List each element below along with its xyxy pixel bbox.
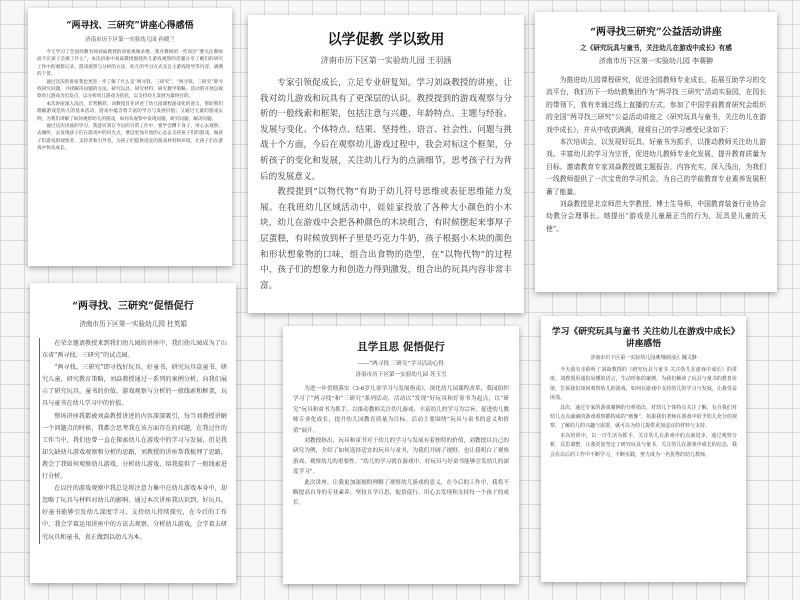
document-author: 济南市历下区第一实验幼儿园 李赛翀 <box>598 57 714 65</box>
document-body <box>260 76 512 294</box>
paragraph: 教授提到“以物代物”有助于幼儿符号思维或表征思维能力发展。在我班幼儿区域活动中，娃娃家投放了各种大小颜色的小木块，幼儿在游戏中会把各种颜色的木块组合，有时候摆起来事厚子层蛋糕，有时候放到杯子里是巧克力牛奶，孩子根据小木块的颜色和形状想象物的口味，组合出食物的造型，在“以物代物”的过程中，孩子们的想象力和创造力得到激发，组合出的玩具内容非常丰富。 <box>260 187 512 291</box>
document-author: 济南市历下区第一实验幼儿园 杜英娟 <box>79 320 187 328</box>
document-body <box>37 49 223 153</box>
document-card-6 <box>541 316 746 582</box>
paragraph: 本次培训中，以一日生活为抓手，关注幼儿在游戏中的点滴进步，通过观察分析，反思调整，让我更加坚定了研究玩具与童书，关注幼儿在游戏中成长的信念，我会在以后的工作中不断学习，不断实践，努力成为一名优秀的幼儿教师。 <box>550 432 737 458</box>
document-title: “两寻找、三研究”讲座心得感悟 <box>66 21 194 31</box>
paragraph: 今天学习了全国幼教名师刘焱教授的讲座视频录像，我对教研的一些误区“要关注教师而不应孩子会做了什么”，本次讲座中刘焱教授围绕幼儿游戏观察的话题分享了她们的研究工作中的观察记录，游戏观察与分析的方法，幼儿的学习方式及自主游戏指导等内容，满满的干货。 <box>37 50 223 78</box>
document-title: “两寻找三研究”公益活动讲座 <box>590 27 722 38</box>
paragraph: 在以往的游戏观察中我总是将注意力集中在幼儿游戏本身中，却忽略了玩具与材料对幼儿的影响。通过本次讲座我认识到，好玩具、好童书能够引发幼儿深度学习，支持幼儿持续探究，在今后的工作中，我会学着运用讲座中的方法去观察、分析幼儿游戏，会学着去研究玩具和童书，真正做到以幼儿为本。 <box>42 485 227 541</box>
paragraph: 整场讲座我都被刘焱教授讲述的内容深深吸引，每当刘教授讲解一个问题点的时候，我都会思考我在该方面存在的问题，在我过往的工作当中，我们也曾一直在探索幼儿在游戏中的学习与发展，但是我却欠缺幼儿游戏观察和分析的思路，刘教授的讲座帮我梳理了思路，教会了我如何观察幼儿游戏、分析幼儿游戏，给我提供了一般线索进行分析。 <box>42 412 227 481</box>
paragraph: 专家引领促成长，立足专业研复知。学习刘焱教授的讲座，让我对幼儿游戏和玩具有了更深层的认识。教授提到的游戏观察与分析的一般线索和框架，包括注意与兴趣、年龄特点、主题与经验、发展与变化、个体特点、结果、坚持性、语言、社会性、问题与挑战十个方面，今后在观察幼儿游戏过程中，我会对标这个框架，分析孩子的变化和发展，关注幼儿行为的点滴细节，思考孩子行为背后的发展意义。 <box>260 78 512 182</box>
document-body <box>39 338 227 544</box>
document-card-5 <box>283 326 519 584</box>
document-body <box>546 74 766 235</box>
document-title: 且学且思 促悟促行 <box>357 341 445 353</box>
paragraph: 本次讲座深入浅出，非常精彩。刘教授首先讲述了幼儿园课程游戏化的意义，帮助我们理解游戏是幼儿的基本活动，游戏中蕴含着丰富的学习与发展价值；又通过大量的游戏实例，为我们讲解了如何观察幼儿的游戏，如何从观察中发现问题，研究问题，解决问题。 <box>37 101 223 122</box>
document-body <box>550 366 737 460</box>
paragraph: 今天我有幸聆听了刘焱教授的《研究玩具与童书 关注幼儿在游戏中成长》的讲座，刘教授用通俗易懂的语言，生动形象的案例，为我们解读了玩具与童书的教育价值，告诉我们如何观察幼儿的游戏，如何在游戏中支持幼儿的学习与发展，让我受益匪浅。 <box>550 367 737 402</box>
document-author: 济南市历下区第一实验幼儿园 王羽涵 <box>320 56 452 65</box>
document-card-2 <box>248 15 524 313</box>
document-author: 济南市历下区第一实验幼儿园 苏玉雪 <box>355 372 447 378</box>
document-card-1 <box>28 8 232 266</box>
document-title: “两寻找、三研究”促悟促行 <box>72 301 194 312</box>
document-title: 学习《研究玩具与童书 关注幼儿在游戏中成长》讲座感悟 <box>551 327 736 349</box>
paragraph: 为进一步贯彻落实《3-6岁儿童学习与发展指南》，深化幼儿园课程改革，我园组织学习了“两寻找”和“三研究”系列活动，活动以“发现”好玩具和好童书为起点，以“研究”玩具和童书为抓手，以推动教师关注幼儿游戏、丰富幼儿的学习为宗旨，促进幼儿教师专业化成长，提升幼儿园教育质量为目标。活动主要围绕“玩具与童书的意义和价值”展开。 <box>293 386 509 434</box>
paragraph: 通过这次讲座的学习，我意识到在今后的日常工作中，要学会蹲下身子，用心去观察，去倾听，去发现孩子们在游戏中的闪光点，要以更加开放的心态去支持孩子们的游戏，做孩子们游戏的观察者、支持者和引导者，为孩子们提供适宜的游戏材料和环境，让孩子们在游戏中快乐成长。 <box>37 124 223 152</box>
paragraph: 刘教授指出，玩具和童书对于幼儿的学习与发展有着独特的价值，刘教授以自己的研究为例，介绍了如何选择适宜的玩具与童书，为我们开阔了视野，也让我明白了观察游戏、观察幼儿的重要性。“幼儿的学习就在游戏中，好玩具与好童书能够引发幼儿的深度学习”。 <box>293 438 509 476</box>
document-author: 济南市历下区第一实验幼儿园燕翔路园区 魏文静 <box>590 355 697 361</box>
document-author: 济南市历下区第一实验幼儿园 孙晓兰 <box>85 37 175 43</box>
document-card-3 <box>535 12 777 292</box>
document-body <box>293 384 509 509</box>
paragraph: “两寻找、三研究”即寻找好玩具、好童书，研究玩具盒童书、研究儿童、研究教育策略，刘焱教授通过一系列的案例分析，向我们展示了研究玩具、童书的价值，游戏观察与分析的一般线索和框架，玩具与童书在幼儿学习中的价值。 <box>42 364 227 408</box>
paragraph: 此次讲座，让我更加深刻的理解了观察幼儿游戏的意义，在今后的工作中，我将不断提高自身的专业素养，坚持且学且思，促悟促行，用心去发现和支持每一个孩子的成长。 <box>293 479 509 507</box>
paragraph: 刘焱教授是北京师范大学教授、博士生导师，中国教育装备行业协会幼教分会理事长。她提出“游戏是儿童最正当的行为，玩具是儿童的天使”。 <box>546 200 766 233</box>
document-subtitle: ——“两寻找 三研究”学习活动心得 <box>358 361 444 367</box>
paragraph: 通过这次的讲座我也更进一步了解了什么是“两寻找、三研究”，“两寻找、三研究”即寻找研究问题，寻找解决问题的方法，研究玩具、研究材料、研究教学策略。活动的开展以观察幼儿游戏为出发点，以分析幼儿游戏为依托，以支持幼儿发展为最终目的。 <box>37 79 223 100</box>
document-title: 以学促教 学以致用 <box>327 32 445 48</box>
document-card-4 <box>30 283 236 583</box>
paragraph: 本次培训会，以发现好玩具、好童书为抓手，以推动教师关注幼儿游戏、丰富幼儿的学习为宗旨，促进幼儿教师专业化发展，提升教育质量为目标。邀请教育专家刘焱教授做主题报告，内容充实，深入浅出，为我们一线教师提供了一次宝贵的学习机会，为自己的学前教育专业素养发展积蓄了能量。 <box>546 138 766 196</box>
paragraph: 其次，通过专家的游戏案例的分析指出，对幼儿个体特点关注了解，有自我们对幼儿点点滴滴的游戏观察都构成的“画像”，如果我们老师在游戏中给予幼儿充分的观察，了解幼儿的兴趣与需要，就可以为幼儿提供更加适宜的材料与支持。 <box>550 404 737 430</box>
paragraph: 为推进幼儿园课程研究，促进全园教师专业成长，拓展互助学习的交流平台，我们历下一幼幼教集团作为“两寻找 三研究”活动实验园，在园长的带领下，我有幸通过线上直播的方式，参加了中国学前教育研究会组织的全国“两寻找三研究”公益活动讲座之《研究玩具与童书，关注幼儿在游戏中成长》，并从中收获满满，现将自己的学习感受记录如下： <box>546 76 766 134</box>
document-subtitle: 之《研究玩具与童书，关注幼儿在游戏中成长》有感 <box>580 44 732 52</box>
paragraph: 在荣幸邀请教授来到我们幼儿园的讲座中，我们幼儿园成为了山东省“两寻找、三研究”的试点园。 <box>42 340 227 360</box>
